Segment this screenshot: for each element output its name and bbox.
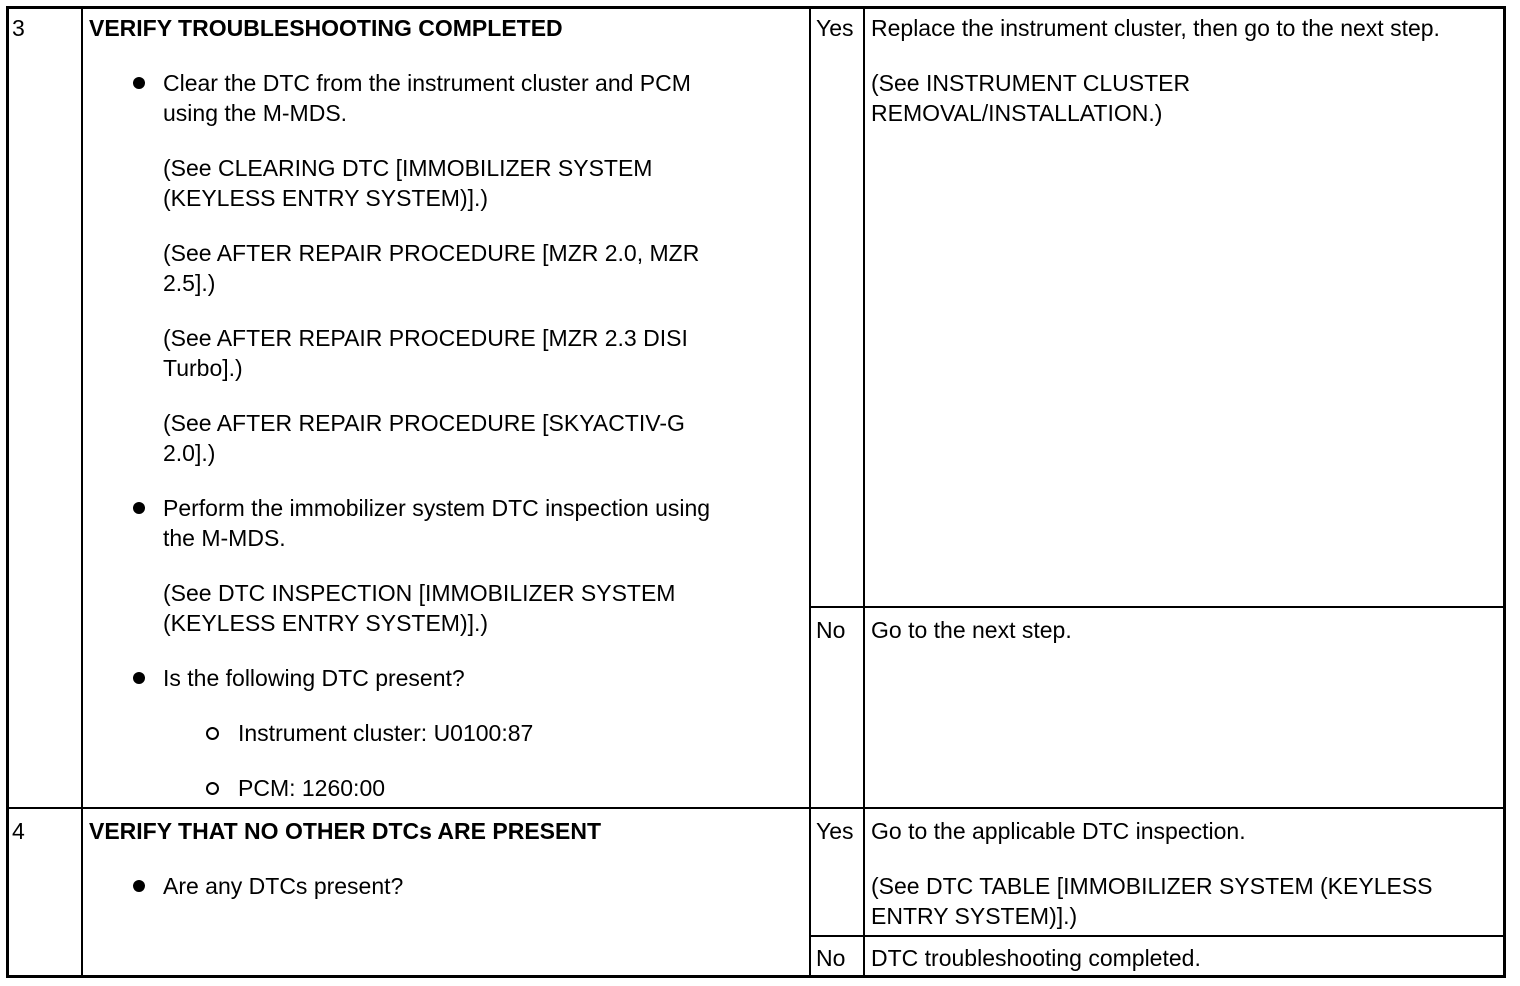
inspection-text: Are any DTCs present? (163, 873, 404, 899)
inspection-text: the M-MDS. (163, 525, 286, 551)
result-action: DTC troubleshooting completed. (871, 945, 1201, 971)
step-number: 3 (12, 15, 25, 41)
reference-link[interactable]: (See AFTER REPAIR PROCEDURE [SKYACTIV-G (163, 410, 685, 436)
reference-link[interactable]: (See INSTRUMENT CLUSTER (871, 70, 1191, 96)
reference-link[interactable]: (KEYLESS ENTRY SYSTEM)].) (163, 185, 489, 211)
reference-link[interactable]: (See CLEARING DTC [IMMOBILIZER SYSTEM (163, 155, 653, 181)
row-divider-steps (6, 807, 1506, 809)
result-action: Go to the applicable DTC inspection. (871, 818, 1246, 844)
reference-link[interactable]: ENTRY SYSTEM)].) (871, 903, 1078, 929)
reference-link[interactable]: Turbo].) (163, 355, 243, 381)
inspection-text: Perform the immobilizer system DTC inspection using (163, 495, 711, 521)
reference-link[interactable]: 2.5].) (163, 270, 216, 296)
reference-link[interactable]: (See AFTER REPAIR PROCEDURE [MZR 2.3 DISI (163, 325, 688, 351)
reference-link[interactable]: (See DTC TABLE [IMMOBILIZER SYSTEM (KEYLESS (871, 873, 1433, 899)
answer-yes: Yes (816, 818, 854, 844)
reference-link[interactable]: 2.0].) (163, 440, 216, 466)
inspection-text: Clear the DTC from the instrument cluster and PCM (163, 70, 691, 96)
column-divider-answer (863, 6, 865, 978)
bullet-icon (133, 880, 145, 892)
column-divider-action (809, 6, 811, 978)
result-action: Replace the instrument cluster, then go to the next step. (871, 15, 1440, 41)
step-number: 4 (12, 818, 25, 844)
reference-link[interactable]: (KEYLESS ENTRY SYSTEM)].) (163, 610, 489, 636)
row-divider-step4-results (809, 935, 1506, 937)
answer-no: No (816, 617, 846, 643)
reference-link[interactable]: (See AFTER REPAIR PROCEDURE [MZR 2.0, MZR (163, 240, 700, 266)
bullet-icon (133, 672, 145, 684)
reference-link[interactable]: (See DTC INSPECTION [IMMOBILIZER SYSTEM (163, 580, 676, 606)
step-title: VERIFY TROUBLESHOOTING COMPLETED (89, 15, 563, 41)
bullet-icon (133, 77, 145, 89)
dtc-item: Instrument cluster: U0100:87 (238, 720, 534, 746)
step-title: VERIFY THAT NO OTHER DTCs ARE PRESENT (89, 818, 602, 844)
answer-no: No (816, 945, 846, 971)
dtc-item: PCM: 1260:00 (238, 775, 386, 801)
column-divider-step (81, 6, 83, 978)
bullet-icon (133, 502, 145, 514)
result-action: Go to the next step. (871, 617, 1072, 643)
reference-link[interactable]: REMOVAL/INSTALLATION.) (871, 100, 1163, 126)
inspection-text: Is the following DTC present? (163, 665, 465, 691)
answer-yes: Yes (816, 15, 854, 41)
sub-bullet-icon (206, 782, 219, 795)
inspection-text: using the M-MDS. (163, 100, 348, 126)
sub-bullet-icon (206, 727, 219, 740)
row-divider-step3-results (809, 606, 1506, 608)
